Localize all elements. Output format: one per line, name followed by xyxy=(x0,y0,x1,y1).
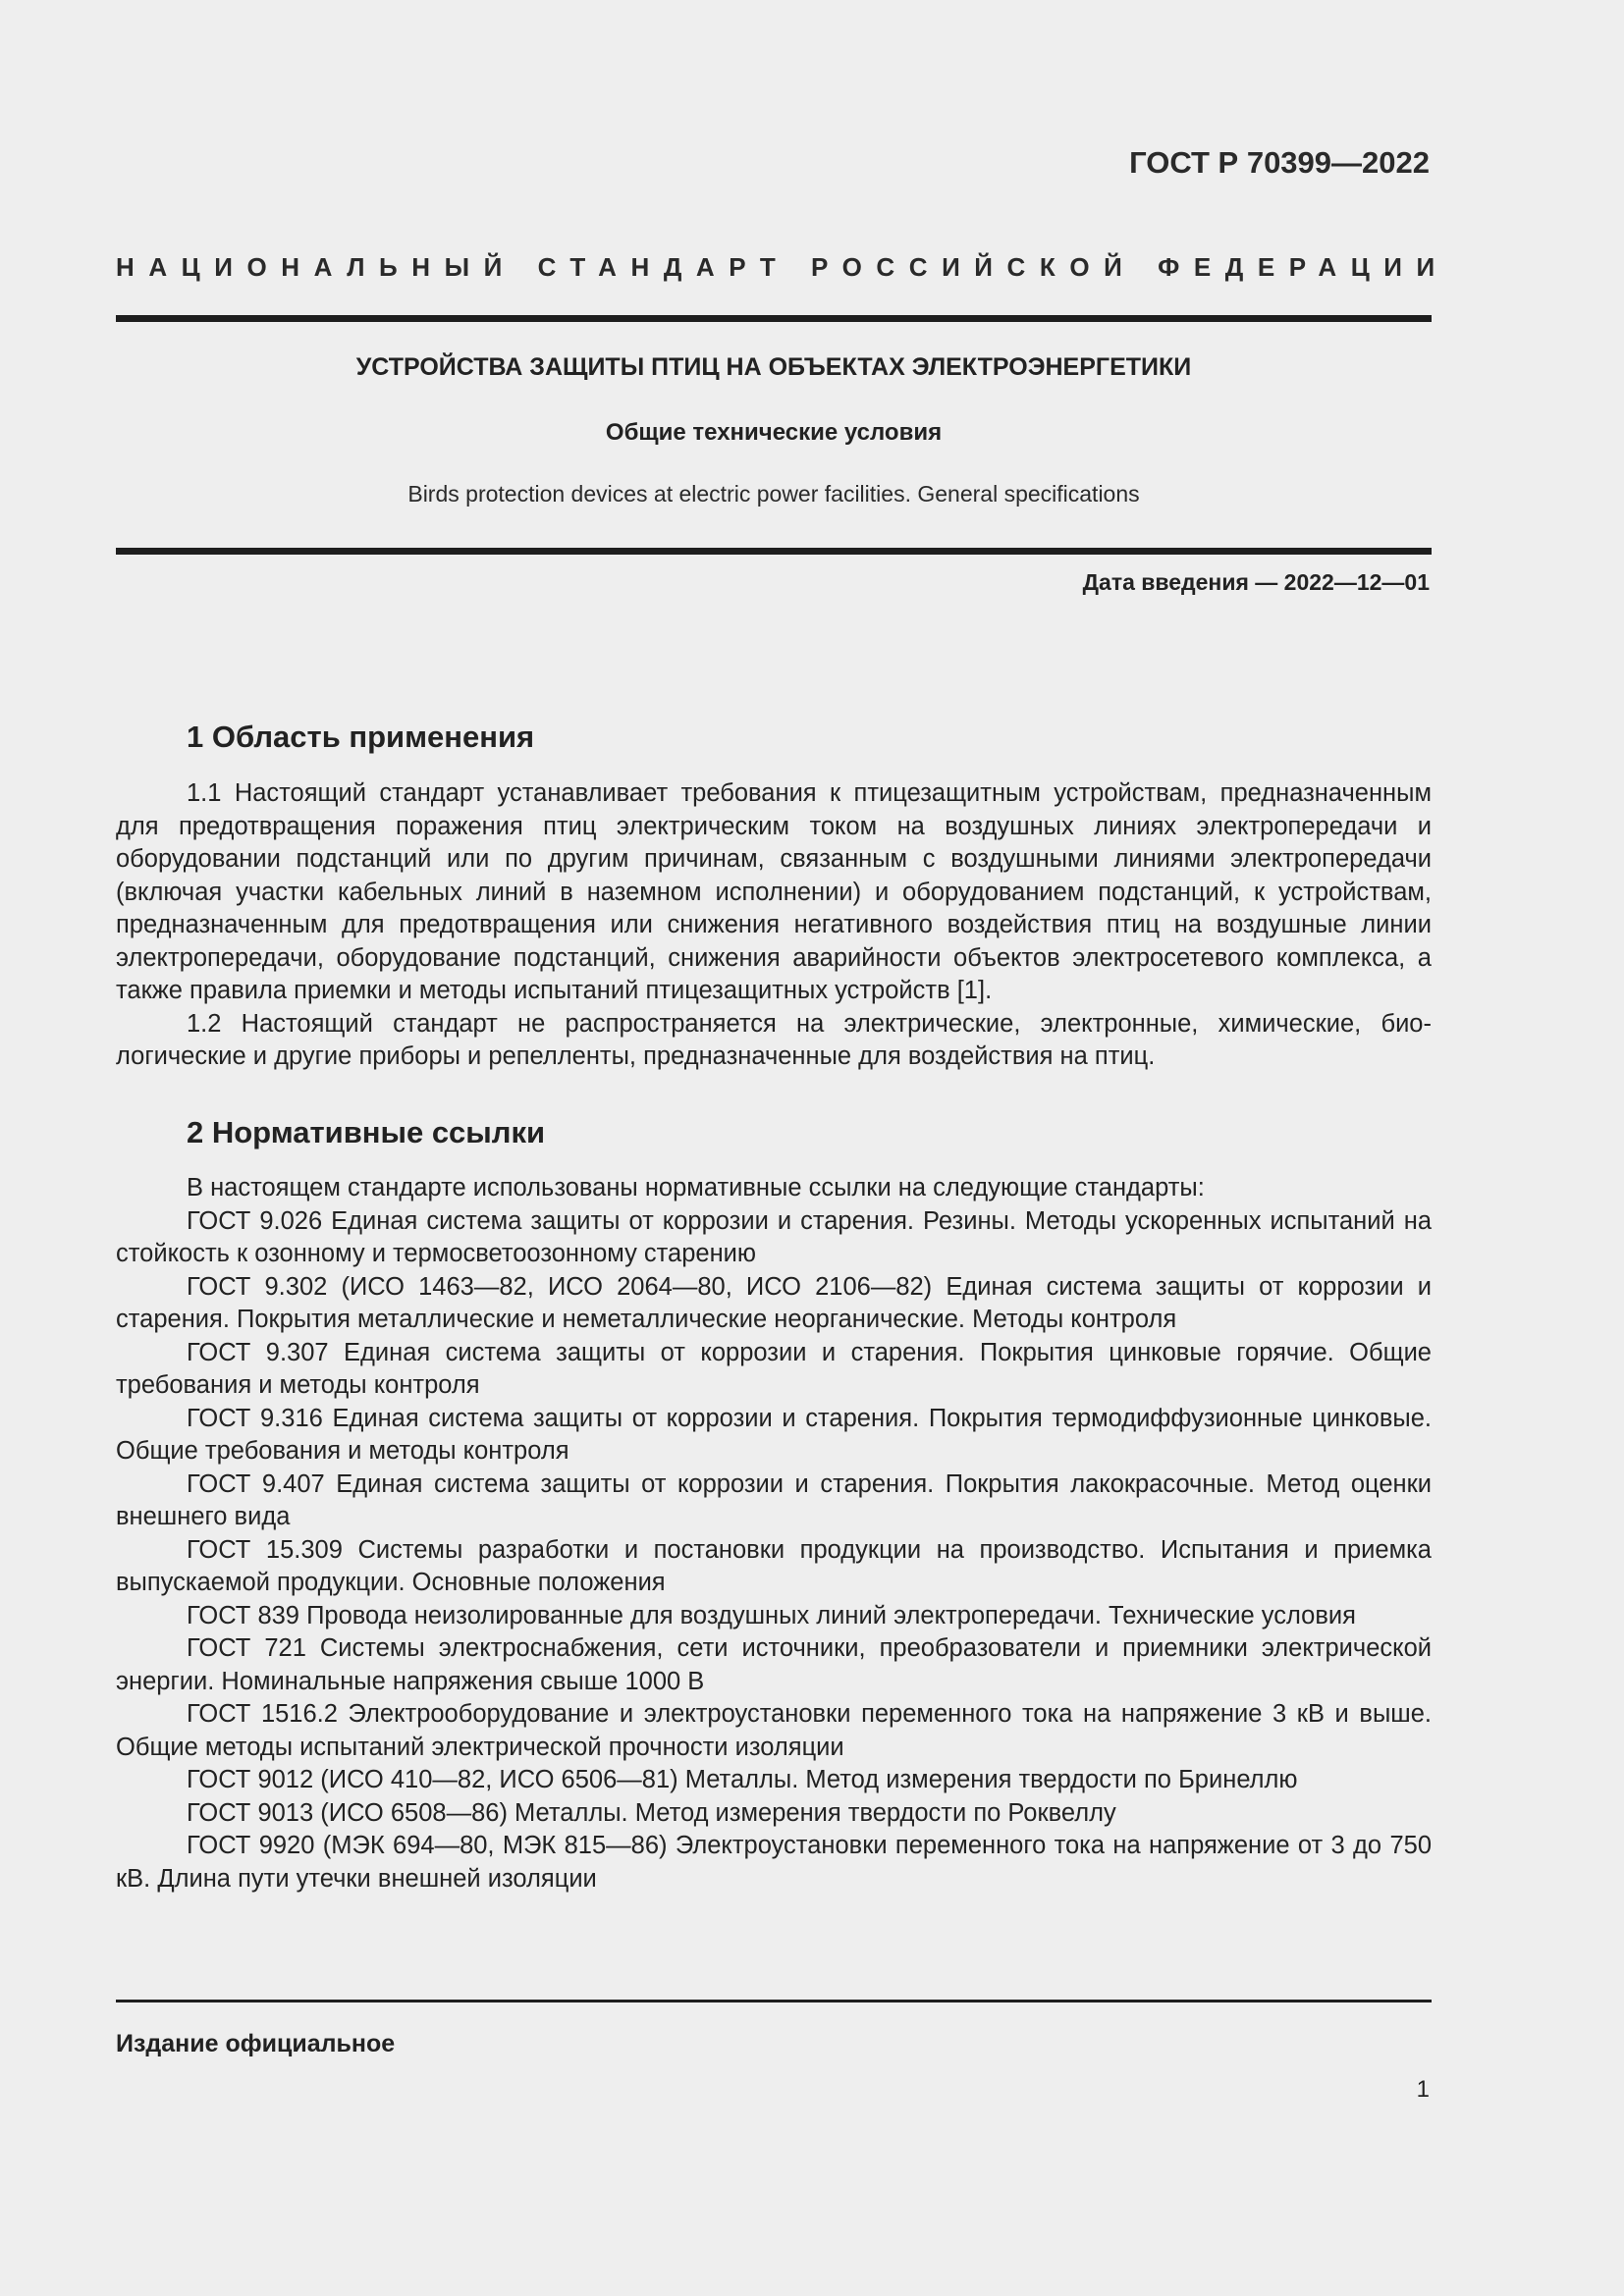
section-2-body xyxy=(0,1172,1624,1896)
references-intro: В настоящем стандарте использованы нормативные ссылки на следующие стандарты: xyxy=(187,1174,1205,1201)
footer-divider xyxy=(116,2000,1432,2002)
reference-item: ГОСТ 9.407 Единая система защиты от коррозии и старения. Покрытия лакокрасочные. Метод оценки внешнего вида xyxy=(116,1469,1432,1530)
document-subtitle: Общие технические условия xyxy=(605,419,943,446)
title-divider xyxy=(116,548,1432,555)
top-divider xyxy=(116,315,1432,322)
reference-item: ГОСТ 9.316 Единая система защиты от коррозии и старения. Покрытия термодиффузионные цинковые. Общие требования и методы контроля xyxy=(116,1404,1432,1465)
edition-label: Издание официальное xyxy=(116,2030,396,2057)
reference-item: ГОСТ 9012 (ИСО 410—82, ИСО 6506—81) Металлы. Метод измерения твердости по Бринеллю xyxy=(187,1766,1298,1793)
introduction-date: Дата введения — 2022—12—01 xyxy=(1082,569,1430,595)
national-standard-title: НАЦИОНАЛЬНЫЙ СТАНДАРТ РОССИЙСКОЙ ФЕДЕРАЦИИ xyxy=(116,252,1449,282)
reference-item: ГОСТ 9013 (ИСО 6508—86) Металлы. Метод измерения твердости по Роквеллу xyxy=(187,1798,1116,1827)
reference-item: ГОСТ 9920 (МЭК 694—80, МЭК 815—86) Электроустановки переменного тока на напряжение от 3 до 750 кВ. Длина пути утечки внешней изоляции xyxy=(116,1832,1432,1893)
section-2-heading: 2 Нормативные ссылки xyxy=(187,1115,546,1149)
reference-item: ГОСТ 721 Системы электроснабжения, сети источники, преобразователи и приемники электрической энергии. Номинальные напряжения свыше 1000 В xyxy=(116,1634,1432,1695)
reference-item: ГОСТ 1516.2 Электрооборудование и электроустановки переменного тока на напряжение 3 кВ и выше. Общие методы испытаний электрической прочности изоляции xyxy=(116,1700,1432,1761)
page-number: 1 xyxy=(1416,2076,1430,2103)
reference-item: ГОСТ 9.307 Единая система защиты от коррозии и старения. Покрытия цинковые горячие. Общие требования и методы контроля xyxy=(116,1338,1432,1399)
paragraph-1-2-text: 1.2 Настоящий стандарт не распространяется на электрические, электронные, химические, биологические и другие приборы и репелленты, предназначенные для воздействия на птиц. xyxy=(116,1009,1432,1070)
paragraph-1-1-text: 1.1 Настоящий стандарт устанавливает требования к птицезащитным устройствам, предназначенным для предотвращения поражения птиц электрическим током на воздушных линиях электропередачи и оборудовании подстанций или по другим причинам, связанным с воздушными линиями электропередачи (включая участки кабельных линий в наземном исполнении) и оборудованием подстанций, к устройствам, предназначенным для предотвращения или снижения негативного воздействия птиц на воздушные линии электропередачи, оборудование подстанций, снижения аварийности объектов электросетевого комплекса, а также правила приемки и методы испытаний птицезащитных устройств [1]. xyxy=(116,779,1432,1004)
document-title: УСТРОЙСТВА ЗАЩИТЫ ПТИЦ НА ОБЪЕКТАХ ЭЛЕКТРОЭНЕРГЕТИКИ xyxy=(355,353,1192,381)
reference-item: ГОСТ 9.026 Единая система защиты от коррозии и старения. Резины. Методы ускоренных испытаний на стойкость к озонному и термосветоозонному старению xyxy=(116,1206,1432,1267)
english-title: Birds protection devices at electric power facilities. General specifications xyxy=(407,481,1140,507)
paragraph-1-1 xyxy=(116,777,1432,1008)
section-1-heading: 1 Область применения xyxy=(187,720,535,754)
section-1-body xyxy=(0,777,1624,1074)
paragraph-1-2 xyxy=(116,1008,1432,1074)
reference-item: ГОСТ 9.302 (ИСО 1463—82, ИСО 2064—80, ИСО 2106—82) Единая система защиты от коррозии и старения. Покрытия металлические и неметаллические неорганические. Методы контроля xyxy=(116,1272,1432,1333)
reference-item: ГОСТ 15.309 Системы разработки и постановки продукции на производство. Испытания и приемка выпускаемой продукции. Основные положения xyxy=(116,1535,1432,1596)
reference-item: ГОСТ 839 Провода неизолированные для воздушных линий электропередачи. Технические условия xyxy=(187,1601,1356,1629)
document-number: ГОСТ Р 70399—2022 xyxy=(1129,145,1430,180)
